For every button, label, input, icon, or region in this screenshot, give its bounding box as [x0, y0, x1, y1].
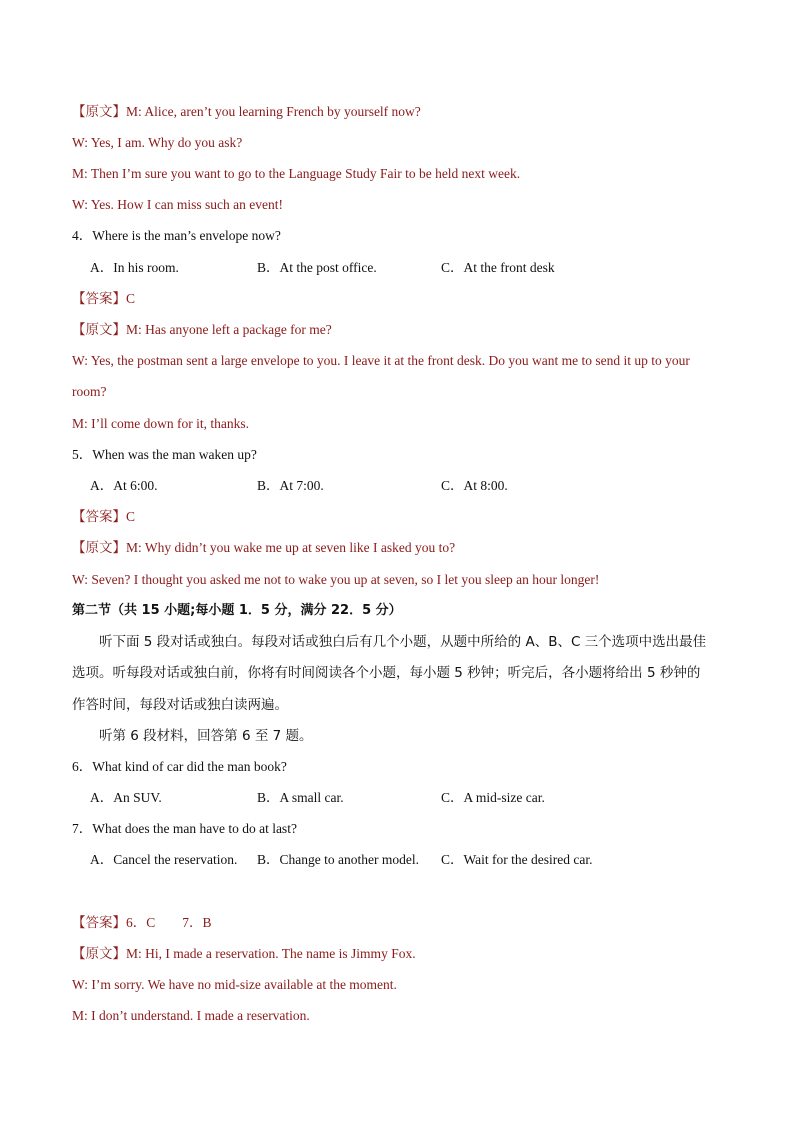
instruction-line: 听下面 5 段对话或独白。每段对话或独白后有几个小题，从题中所给的 A、B、C 三个选项中选出最佳: [99, 634, 707, 650]
option-a: A．Cancel the reservation.: [90, 852, 238, 867]
option-c: C．At the front desk: [441, 260, 555, 275]
script-line: [72, 945, 416, 963]
question-6: 6．What kind of car did the man book?: [72, 759, 287, 774]
instruction-line: 选项。听每段对话或独白前，你将有时间阅读各个小题，每小题 5 秒钟；听完后，各小题将给出 5 秒钟的: [72, 665, 701, 681]
script-line: [72, 321, 332, 339]
option-a: A．At 6:00.: [90, 478, 158, 493]
option-a: A．In his room.: [90, 260, 179, 275]
option-c: C．Wait for the desired car.: [441, 852, 593, 867]
instruction-line: 作答时间，每段对话或独白读两遍。: [72, 697, 288, 713]
script-line: room?: [72, 384, 107, 399]
script-line: M: I’ll come down for it, thanks.: [72, 416, 249, 431]
option-b: B．At the post office.: [257, 260, 377, 275]
answer-tag: 【答案】: [72, 291, 126, 307]
answer-value: 6．C 7．B: [126, 915, 212, 930]
answer-line: [72, 914, 212, 932]
option-c: C．A mid-size car.: [441, 790, 545, 805]
script-line: [72, 539, 455, 557]
material-line: 听第 6 段材料，回答第 6 至 7 题。: [99, 728, 313, 744]
section-heading: 第二节（共 15 小题;每小题 1．5 分，满分 22．5 分）: [72, 603, 402, 618]
option-a: A．An SUV.: [90, 790, 162, 805]
option-b: B．A small car.: [257, 790, 344, 805]
script-text: M: Alice, aren’t you learning French by yourself now?: [126, 104, 421, 119]
script-text: M: Hi, I made a reservation. The name is Jimmy Fox.: [126, 946, 416, 961]
answer-value: C: [126, 509, 136, 524]
option-b: B．Change to another model.: [257, 852, 419, 867]
script-tag: 【原文】: [72, 104, 126, 120]
answer-value: C: [126, 291, 136, 306]
script-line: W: I’m sorry. We have no mid-size available at the moment.: [72, 977, 397, 992]
answer-tag: 【答案】: [72, 509, 126, 525]
question-5: 5．When was the man waken up?: [72, 447, 257, 462]
answer-line: [72, 290, 135, 308]
option-b: B．At 7:00.: [257, 478, 324, 493]
script-text: M: Why didn’t you wake me up at seven like I asked you to?: [126, 540, 456, 555]
script-line: W: Yes, I am. Why do you ask?: [72, 135, 243, 150]
script-line: [72, 103, 421, 121]
script-tag: 【原文】: [72, 322, 126, 338]
script-tag: 【原文】: [72, 946, 126, 962]
script-line: W: Yes. How I can miss such an event!: [72, 197, 283, 212]
answer-tag: 【答案】: [72, 915, 126, 931]
script-line: W: Seven? I thought you asked me not to wake you up at seven, so I let you sleep an hour longer!: [72, 572, 600, 587]
script-line: W: Yes, the postman sent a large envelope to you. I leave it at the front desk. Do you want me to send it up to your: [72, 353, 690, 368]
question-7: 7．What does the man have to do at last?: [72, 821, 297, 836]
script-line: M: Then I’m sure you want to go to the Language Study Fair to be held next week.: [72, 166, 521, 181]
script-tag: 【原文】: [72, 540, 126, 556]
option-c: C．At 8:00.: [441, 478, 508, 493]
answer-line: [72, 508, 135, 526]
script-text: M: Has anyone left a package for me?: [126, 322, 332, 337]
script-line: M: I don’t understand. I made a reservation.: [72, 1008, 310, 1023]
question-4: 4．Where is the man’s envelope now?: [72, 228, 281, 243]
